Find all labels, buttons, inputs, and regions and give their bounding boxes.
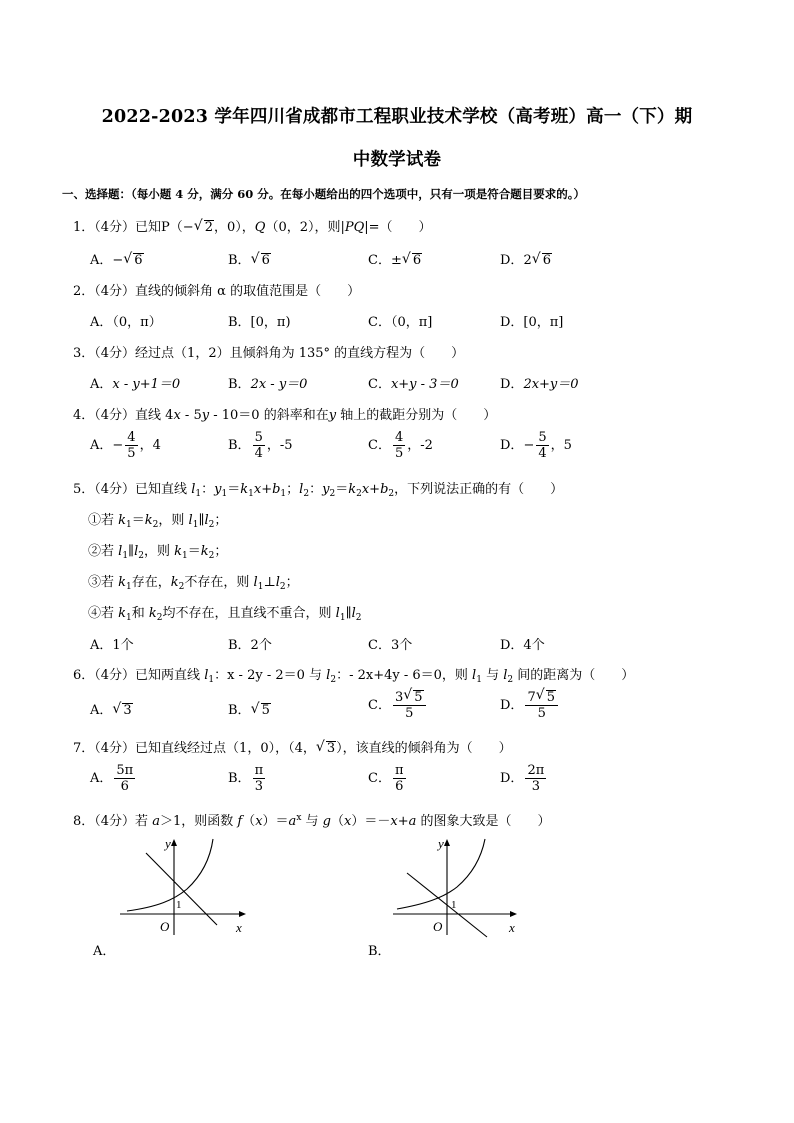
- question-6-option-c[interactable]: C． $\frac{3√ 5}{5}$: [368, 690, 428, 721]
- question-4-option-d[interactable]: D．− $\frac{5}{4}$ ，5: [500, 430, 572, 461]
- question-3-option-c[interactable]: C．x+y - 3＝0: [368, 377, 459, 392]
- question-5-option-a[interactable]: A．1个: [90, 638, 134, 653]
- graph-label-x: x: [236, 920, 242, 935]
- question-4-stem: 4．（4分）直线 4x - 5y - 10＝0 的斜率和在y 轴上的截距分别为（ ）: [73, 408, 497, 423]
- question-6-option-b[interactable]: B．√ 5: [228, 699, 271, 718]
- question-7-stem: 7．（4分）已知直线经过点（1，0），（4，√ 3），该直线的倾斜角为（ ）: [73, 737, 512, 756]
- question-5-statement-1: ①若 $k_1=k_2$，则 $l_1\parallel l_2$；: [88, 513, 228, 530]
- question-5-option-b[interactable]: B．2个: [228, 638, 272, 653]
- graph-label-one: 1: [451, 899, 457, 911]
- graph-label-y: y: [438, 836, 444, 851]
- graph-label-y: y: [165, 836, 171, 851]
- question-5-statement-3: ③若 $k_1$存在，$k_2$不存在，则 $l_1\perp l_2$；: [88, 575, 299, 592]
- question-5-option-d[interactable]: D．4个: [500, 638, 545, 653]
- graph-label-x: x: [509, 920, 515, 935]
- question-2-option-a[interactable]: A．（0，π）: [90, 315, 162, 330]
- question-6-stem: 6．（4分）已知两直线 $l_1$：x - 2y - 2＝0 与 $l_2$：- 2x+4y - 6＝0，则 $l_1$ 与 $l_2$ 间的距离为（ ）: [73, 668, 635, 685]
- question-3-option-b[interactable]: B．2x - y＝0: [228, 377, 308, 392]
- question-4-option-c[interactable]: C． $\frac{4}{5}$ ，-2: [368, 430, 433, 461]
- question-7-option-b[interactable]: B． $\frac{\pi}{3}$: [228, 763, 264, 794]
- question-5-stem: 5．（4分）已知直线 $l_1$：$y_1=k_1x+b_1$；$l_2$：$y_2=k_2x+b_2$，下列说法正确的有（ ）: [73, 482, 564, 499]
- question-2-stem: 2．（4分）直线的倾斜角 α 的取值范围是（ ）: [73, 284, 361, 299]
- page-title: 2022-2023 学年四川省成都市工程职业技术学校（高考班）高一（下）期: [101, 107, 693, 127]
- question-3-option-a[interactable]: A．x - y+1＝0: [90, 377, 181, 392]
- question-7-option-d[interactable]: D． $\frac{2\pi}{3}$: [500, 763, 545, 794]
- question-1-option-a[interactable]: A．−√ 6: [90, 249, 144, 268]
- y-axis-arrow-icon: [171, 839, 177, 846]
- question-8-graph-b[interactable]: [385, 835, 530, 940]
- question-8-stem: 8．（4分）若 a＞1，则函数 $f(x)=a^x$ 与 g（x）＝－x+a 的图象大致是（ ）: [73, 813, 551, 829]
- sqrt-symbol: √ 2: [195, 220, 214, 235]
- x-axis-arrow-icon: [239, 911, 246, 917]
- graph-label-one: 1: [176, 899, 182, 911]
- question-2-option-c[interactable]: C．（0，π]: [368, 315, 433, 330]
- question-7-option-c[interactable]: C． $\frac{\pi}{6}$: [368, 763, 404, 794]
- page-title-line2: 中数学试卷: [352, 150, 442, 170]
- question-1-option-b[interactable]: B．√ 6: [228, 249, 271, 268]
- y-axis-arrow-icon: [444, 839, 450, 846]
- x-axis-arrow-icon: [510, 911, 517, 917]
- question-2-option-d[interactable]: D．[0，π]: [500, 315, 564, 330]
- question-1-option-d[interactable]: D．2√ 6: [500, 249, 552, 268]
- section-heading-choice: 一、选择题：（每小题 4 分，满分 60 分。在每小题给出的四个选项中，只有一项是符合题目要求的。）: [62, 187, 586, 201]
- question-5-statement-4: ④若 $k_1$和 $k_2$均不存在，且直线不重合，则 $l_1\parallel l_2$: [88, 606, 362, 623]
- question-8-option-b-label[interactable]: B．: [368, 944, 391, 959]
- question-1-stem: 1．（4分）已知P（−√ 2，0），Q（0，2），则|PQ|=（ ）: [73, 216, 432, 235]
- question-3-option-d[interactable]: D．2x+y＝0: [500, 377, 579, 392]
- question-8-option-a-label[interactable]: A．: [93, 944, 116, 959]
- question-4-option-b[interactable]: B． $\frac{5}{4}$ ，-5: [228, 430, 293, 461]
- question-8-graph-a[interactable]: [112, 835, 257, 940]
- question-6-option-a[interactable]: A．√ 3: [90, 699, 133, 718]
- question-7-option-a[interactable]: A． $\frac{5\pi}{6}$: [90, 763, 134, 794]
- question-3-stem: 3．（4分）经过点（1，2）且倾斜角为 135° 的直线方程为（ ）: [73, 346, 465, 361]
- question-2-option-b[interactable]: B．[0，π): [228, 315, 291, 330]
- graph-label-origin: O: [433, 919, 443, 934]
- question-1-option-c[interactable]: C．±√ 6: [368, 249, 422, 268]
- question-4-option-a[interactable]: A．− $\frac{4}{5}$ ，4: [90, 430, 161, 461]
- question-5-statement-2: ②若 $l_1\parallel l_2$，则 $k_1=k_2$；: [88, 544, 228, 561]
- question-6-option-d[interactable]: D． $\frac{7√ 5}{5}$: [500, 690, 560, 721]
- graph-label-origin: O: [160, 919, 170, 934]
- question-5-option-c[interactable]: C．3个: [368, 638, 413, 653]
